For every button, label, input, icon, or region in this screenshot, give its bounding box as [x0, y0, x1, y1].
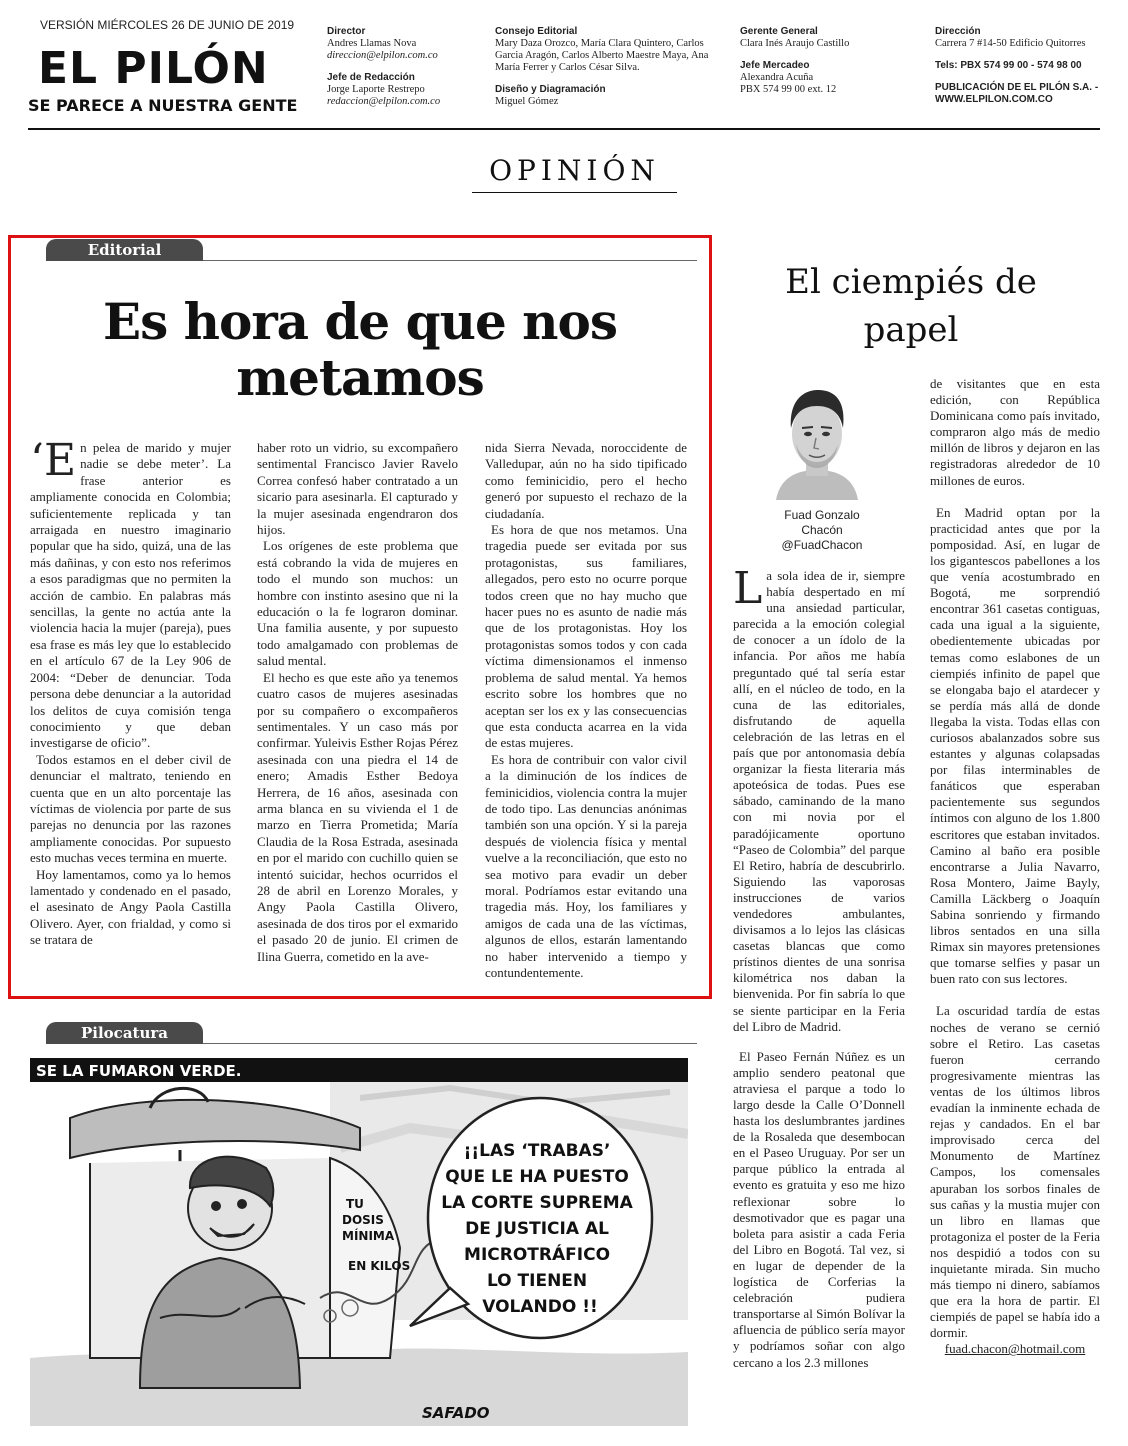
section-divider [472, 192, 677, 193]
cartoon-speech: ¡¡LAS ‘TRABAS’ QUE LE HA PUESTO LA CORTE SUPREMA DE JUSTICIA AL MICROTRÁFICO LO TIENEN VOLANDO !! [441, 1141, 633, 1317]
drop-cap: L [733, 563, 763, 614]
newspaper-slogan: SE PARECE A NUESTRA GENTE [28, 96, 298, 115]
masthead [0, 0, 1128, 130]
newspaper-logo: EL PILÓN [38, 43, 269, 94]
paragraph: haber roto un vidrio, su excompañero sentimental Francisco Javier Ravelo Correa confesó haber contratado a un sicario para asesinarla. El capturado y la mujer asesinada engendraron dos hijos. [257, 440, 458, 538]
cartoon-tab: Pilocatura [46, 1022, 203, 1044]
paragraph: de visitantes que en esta edición, con República Dominicana como país invitado, compraron algo más de medio millón de libros y dejaron en las registradoras alrededor de 10 millones de euros. [930, 376, 1100, 488]
staff-name: Alexandra Acuña [740, 72, 814, 83]
staff-address [935, 26, 1105, 106]
paragraph: En Madrid optan por la practicidad antes que por la pomposidad. Así, en lugar de los gigantescos pabellones a los que venía acostumbrado en Bogotá, me sorprendió encontrar 361 casetas contiguas, cada una igual a la siguiente, obedientemente ubicadas por temas como eslabones de un ciempiés infinito de papel que se elongaba bajo el atardecer y se perdía más allá de donde llegaba la vista. Todas ellas con curiosos abalanzados sobre sus estantes y algunas colapsadas por filas interminables de fanáticos que esperaban pacientemente sus segundos íntimos con alguno de los 1.800 escritores que estaban invitados. Camino al baño era posible encontrarse a Julia Navarro, Rosa Montero, Jaime Bayly, Camilla Läckberg o Joaquín Sabina sonriendo y firmando libros sentados en una silla Rimax sin mayores pretensiones que tomarse selfies y pasar un buen rato con sus lectores. [930, 504, 1100, 987]
drop-cap: ‘E [30, 435, 77, 486]
website: WWW.ELPILON.COM.CO [935, 94, 1053, 105]
editorial-tab: Editorial [46, 239, 203, 261]
staff-role: Consejo Editorial [495, 26, 578, 37]
phones: Tels: PBX 574 99 00 - 574 98 00 [935, 60, 1082, 71]
editorial-column-1 [30, 435, 231, 949]
staff-editorial [495, 26, 710, 108]
paragraph: Hoy lamentamos, como ya lo hemos lamentado y condenado en el pasado, el asesinato de Angy Paola Castilla Olivero. Ayer, con frialdad, y como si se tratara de [30, 866, 231, 948]
staff-phone: PBX 574 99 00 ext. 12 [740, 84, 837, 95]
staff-name: Jorge Laporte Restrepo [327, 84, 425, 95]
staff-directors [327, 26, 487, 108]
staff-name: Miguel Gómez [495, 96, 559, 107]
publisher: PUBLICACIÓN DE EL PILÓN S.A. - [935, 82, 1099, 93]
masthead-divider [28, 128, 1100, 130]
paragraph: El Paseo Fernán Núñez es un amplio sendero peatonal que atraviesa el parque a todo lo largo desde la Calle O’Donnell hasta los deslumbrantes jardines de la Rosaleda que desembocan en el Paseo Uruguay. Por ser un parque público la entrada al evento es gratuita y eso me hizo reflexionar sobre lo desmotivador que es pagar una boleta para asistir a cada Feria del Libro en Bogotá. Tal vez, si en lugar de depender de la logística de Corferias la celebración pudiera transportarse al Simón Bolívar la afluencia de público sería mayor y podríamos soñar con algo cercano a los 2.3 millones [733, 1048, 905, 1370]
editorial-rule [203, 260, 697, 261]
address: Carrera 7 #14-50 Edificio Quitorres [935, 38, 1086, 49]
author-handle: @FuadChacon [781, 538, 863, 552]
staff-email: direccion@elpilon.com.co [327, 50, 438, 61]
paragraph: La oscuridad tardía de estas noches de verano se cernió sobre el Retiro. Las casetas fueron cerrando progresivamente mientras las ventas de los últimos libros evadían la inminente echada de rejas y candados. En el bar improvisado cerca del Monumento de Martínez Campos, los comensales apuraban los sorbos finales de sus cañas y la mustia mujer con un libro en llamas que protagoniza el poster de la Feria nos despidió a todos con su inquietante mirada. Sin mucho más tiempo ni dinero, sabíamos que era la hora de partir. El ciempiés de papel se había ido a dormir. [930, 1003, 1100, 1341]
editorial-column-3 [485, 440, 687, 981]
column-right [930, 376, 1100, 1358]
paragraph: a sola idea de ir, siempre había despertado en mí una ansiedad particular, parecida a la emoción colegial de conocer a un ídolo de la infancia. Por años me había preguntado qué tal sería estar allí, en el núcleo de todo, en la cuna de las editoriales, disfrutando de aquella celebración de las letras en el país que por antonomasia debía organizar la fiesta literaria más apoteósica de todas. Pues ese sábado, caminando de la mano con mi novia por el paradójicamente oportuno “Paseo de Colombia” del parque El Retiro, habría de descubrirlo. Siguiendo las vaporosas instrucciones de varios vendedores ambulantes, divisamos a lo lejos las clásicas casetas blancas que como prístinos dientes de una sonrisa kilométrica nos daban la bienvenida. Por fin sabría lo que se siente participar en la Feria del Libro de Madrid. [733, 568, 905, 1034]
cartoon-sign: TU DOSIS MÍNIMA EN KILOS [342, 1197, 411, 1273]
cartoon-banner: SE LA FUMARON VERDE. [36, 1062, 242, 1080]
cartoonist-signature: SAFADO [422, 1404, 490, 1422]
paragraph: Todos estamos en el deber civil de denunciar el maltrato, teniendo en cuenta que en un alto porcentaje las víctimas de violencia por parte de sus parejas no denuncia por las razones ampliamente conocidas. Por supuesto esto muchas veces termina en muerte. [30, 751, 231, 866]
editorial-cartoon [30, 1058, 688, 1426]
author-photo [772, 382, 862, 500]
author-name: Fuad Gonzalo Chacón [784, 508, 860, 537]
paragraph: Los orígenes de este problema que está cobrando la vida de mujeres en todo el mundo son muchos: un hombre con instinto asesino que ni la educación o la fe lograron dominar. Una familia ausente, y por supuesto todo amalgamado con problemas de salud mental. [257, 538, 458, 669]
author-email-link[interactable]: fuad.chacon@hotmail.com [944, 1341, 1086, 1357]
edition-date: VERSIÓN MIÉRCOLES 26 DE JUNIO DE 2019 [40, 18, 295, 32]
staff-management [740, 26, 920, 96]
column-left [733, 563, 905, 1371]
staff-role: Diseño y Diagramación [495, 84, 606, 95]
staff-role: Dirección [935, 26, 981, 37]
staff-names: Mary Daza Orozco, María Clara Quintero, Carlos Garcia Aragón, Carlos Alberto Maestre Maya, Ana María Ferrer y Carlos César Silva. [495, 38, 709, 73]
editorial-headline: Es hora de que nos metamos [102, 292, 618, 407]
paragraph: Es hora de contribuir con valor civil a la diminución de los índices de feminicidios, violencia contra la mujer de todo tipo. Las denuncias anónimas también son una opción. Y si la pareja después de violencia física y mental vuelve a la reconciliación, que esto no sea motivo para evadir un deber moral. Podríamos estar evitando una tragedia más. Hoy, los familiares y amigos de cada una de las víctimas, algunos de ellos, estarán lamentando no haber intervenido a tiempo y contundentemente. [485, 751, 687, 980]
staff-role: Jefe de Redacción [327, 72, 415, 83]
staff-email: redaccion@elpilon.com.co [327, 96, 441, 107]
editorial-column-2 [257, 440, 458, 965]
paragraph: El hecho es que este año ya tenemos cuatro casos de mujeres asesinadas por su compañero o excompañeros sentimentales. Y un caso más por confirmar. Yuleivis Esther Rojas Pérez asesinada con una piedra el 14 de enero; Amadis Esther Bedoya Herrera, de 16 años, asesinada con arma blanca en su vivienda el 1 de marzo en Tierra Prometida; María Claudia de la Rosa Estrada, asesinada en por el marido con cuchillo quien se intentó suicidar, hechos ocurridos el 28 de abril en Lorenzo Morales, y Angy Paola Castilla Olivero, asesinada de dos tiros por el exmarido el pasado 20 de junio. El crimen de Ilina Guerra, cometido en la ave- [257, 669, 458, 964]
paragraph: Es hora de que nos metamos. Una tragedia puede ser evitada por sus protagonistas, sus familiares, allegados, pero esto no ocurre porque todos creen que no hay mucho que hacer pues no es asunto de nadie más que de los protagonistas. Hoy los protagonistas somos todos y con cada víctima dimensionamos el inmenso problema de salud mental. Ya hemos escrito sobre los hombres que no aceptan ser los ex y las consecuencias que esta conducta acarrea en la vida de estas mujeres. [485, 522, 687, 751]
staff-name: Andres Llamas Nova [327, 38, 417, 49]
staff-role: Jefe Mercadeo [740, 60, 810, 71]
author-byline [742, 508, 902, 553]
staff-name: Clara Inés Araujo Castillo [740, 38, 850, 49]
staff-role: Gerente General [740, 26, 818, 37]
section-title: OPINIÓN [489, 154, 660, 187]
paragraph: n pelea de marido y mujer nadie se debe meter’. La frase anterior es ampliamente conocida en Colombia; suficientemente replicada y tan arraigada en nuestro imaginario popular que ha sido, quizá, una de las más dañinas, y con esto nos referimos a esos paradigmas que no permiten la acción de cambio. En palabras más sencillas, la gente no actúa ante la violencia hacia la mujer (pareja), pues esa frase es más ley que lo establecido en el artículo 67 de la Ley 906 de 2004: “Deber de denunciar. Toda persona debe denunciar a la autoridad los delitos de cuya comisión tenga conocimiento y que deban investigarse de oficio”. [30, 440, 231, 751]
column-title: El ciempiés de papel [785, 262, 1037, 350]
cartoon-rule [203, 1043, 697, 1044]
paragraph: nida Sierra Nevada, noroccidente de Valledupar, aún no ha sido tipificado como feminicidio, pero el hecho generó por supuesto el rechazo de la ciudadanía. [485, 440, 687, 521]
staff-role: Director [327, 26, 366, 37]
